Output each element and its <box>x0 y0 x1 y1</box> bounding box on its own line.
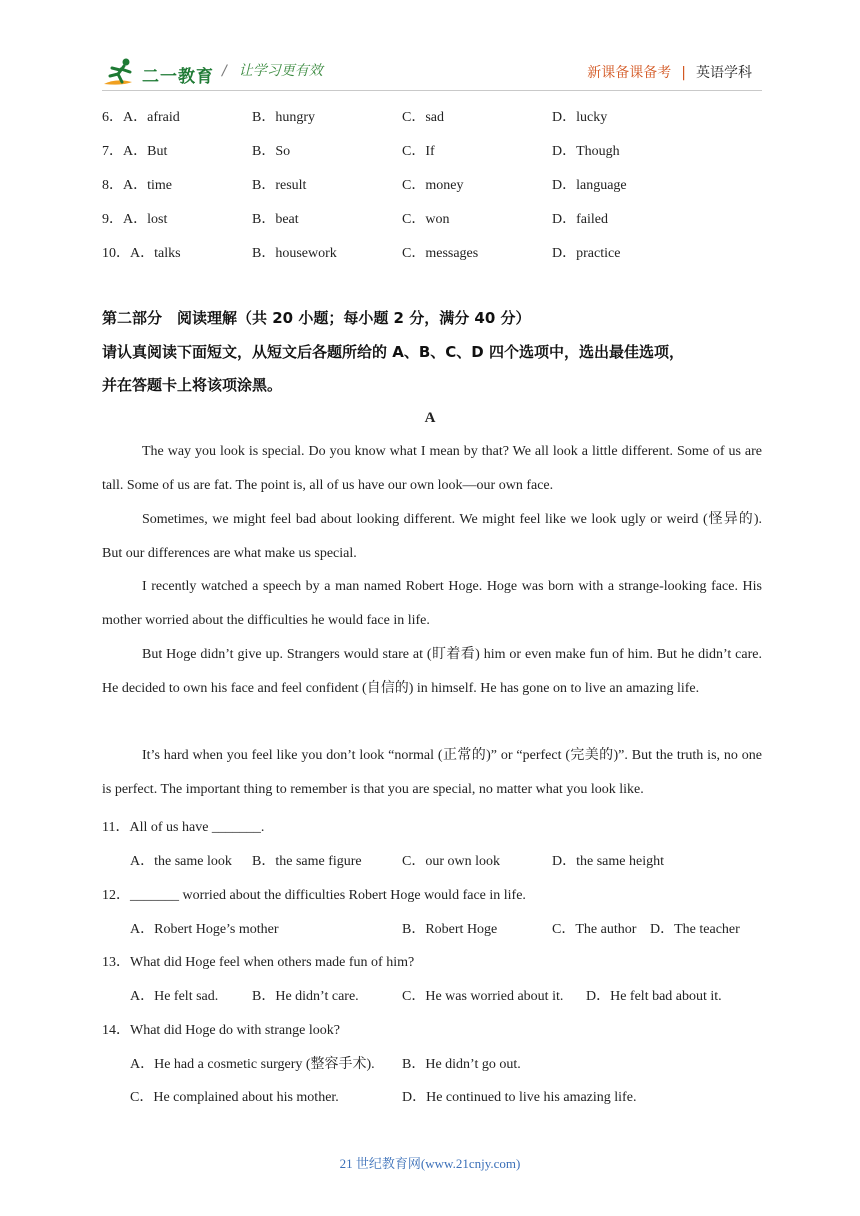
passage-label: A <box>424 410 436 426</box>
answer-c: C．He was worried about it. <box>402 989 564 1004</box>
option-c: C．sad <box>402 110 444 125</box>
option-a: 10．A．talks <box>102 246 181 261</box>
answer-c: C．our own look <box>402 854 500 869</box>
cloze-option-row <box>102 174 782 194</box>
option-c: C．If <box>402 144 435 159</box>
section-title: 第二部分 阅读理解（共 20 小题；每小题 2 分，满分 40 分） <box>102 309 531 327</box>
passage-paragraph: The way you look is special. Do you know what I mean by that? We all look a little different. Some of us are tall. Some of us are fat. The point is, all of us have our own look—our own face. <box>102 444 762 493</box>
option-d: D．failed <box>552 212 608 227</box>
answer-d: D．the same height <box>552 854 664 869</box>
answer-a: A．He had a cosmetic surgery (整容手术). <box>130 1057 375 1072</box>
passage-paragraph: It’s hard when you feel like you don’t look “normal (正常的)” or “perfect (完美的)”. But the truth is, no one is perfect. The important thing to remember is that you are special, no matter what you look like. <box>102 748 762 797</box>
cloze-option-row <box>102 140 782 160</box>
runner-logo-icon <box>102 56 142 90</box>
question-stem: 14．What did Hoge do with strange look? <box>102 1023 340 1038</box>
header-tag-subject: 英语学科 <box>696 65 752 81</box>
answer-row <box>130 985 770 1005</box>
header-tags <box>587 62 752 82</box>
option-b: B．result <box>252 178 307 193</box>
option-b: B．hungry <box>252 110 315 125</box>
answer-d: D．He felt bad about it. <box>586 989 722 1004</box>
answer-c: C．He complained about his mother. <box>130 1090 339 1105</box>
answer-b: B．the same figure <box>252 854 362 869</box>
slogan <box>222 60 323 80</box>
answer-row <box>130 1086 770 1106</box>
answer-d: D．The teacher <box>650 922 740 937</box>
answer-row <box>130 850 770 870</box>
cloze-option-row <box>102 208 782 228</box>
answer-b: B．Robert Hoge <box>402 922 498 937</box>
answer-row <box>130 1053 770 1073</box>
answer-a: A．the same look <box>130 854 232 869</box>
header-separator: | <box>681 65 686 81</box>
section-instruction-line2: 并在答题卡上将该项涂黑。 <box>102 376 283 394</box>
question-stem: 11．All of us have _______. <box>102 820 265 835</box>
slogan-slash: / <box>222 63 227 79</box>
answer-a: A．He felt sad. <box>130 989 219 1004</box>
passage-paragraph: But Hoge didn’t give up. Strangers would stare at (盯着看) him or even make fun of him. But he didn’t care. He decided to own his face and feel confident (自信的) in himself. He has gone on to live an amazing life. <box>102 647 762 696</box>
question-stem: 12．_______ worried about the difficulties Robert Hoge would face in life. <box>102 888 526 903</box>
answer-row <box>130 918 770 938</box>
header-tag-course: 新课备课备考 <box>587 65 672 81</box>
logo <box>102 56 212 92</box>
option-c: C．won <box>402 212 450 227</box>
option-d: D．Though <box>552 144 620 159</box>
option-b: B．housework <box>252 246 337 261</box>
option-a: 9．A．lost <box>102 212 168 227</box>
option-b: B．So <box>252 144 291 159</box>
option-b: B．beat <box>252 212 299 227</box>
answer-d: D．He continued to live his amazing life. <box>402 1090 637 1105</box>
option-a: 7．A．But <box>102 144 168 159</box>
passage-paragraph: Sometimes, we might feel bad about looking different. We might feel like we look ugly or weird (怪异的). But our differences are what make us special. <box>102 512 762 561</box>
option-c: C．messages <box>402 246 479 261</box>
option-c: C．money <box>402 178 464 193</box>
answer-b: B．He didn’t care. <box>252 989 359 1004</box>
answer-c: C．The author <box>552 922 637 937</box>
page-footer: 21 世纪教育网(www.21cnjy.com) <box>339 1156 521 1171</box>
passage-paragraph: I recently watched a speech by a man named Robert Hoge. Hoge was born with a strange-looking face. His mother worried about the difficulties he would face in life. <box>102 579 762 628</box>
option-d: D．language <box>552 178 627 193</box>
slogan-text: 让学习更有效 <box>238 63 323 79</box>
option-a: 6．A．afraid <box>102 110 180 125</box>
option-a: 8．A．time <box>102 178 172 193</box>
page-header <box>0 0 860 92</box>
logo-text: 二一教育 <box>142 67 214 87</box>
header-divider <box>102 90 762 91</box>
cloze-option-row <box>102 106 782 126</box>
cloze-option-row <box>102 242 782 262</box>
question-stem: 13．What did Hoge feel when others made fun of him? <box>102 955 415 970</box>
option-d: D．lucky <box>552 110 608 125</box>
section-instruction-line1: 请认真阅读下面短文，从短文后各题所给的 A、B、C、D 四个选项中，选出最佳选项， <box>102 343 684 361</box>
option-d: D．practice <box>552 246 621 261</box>
answer-a: A．Robert Hoge’s mother <box>130 922 279 937</box>
answer-b: B．He didn’t go out. <box>402 1057 521 1072</box>
